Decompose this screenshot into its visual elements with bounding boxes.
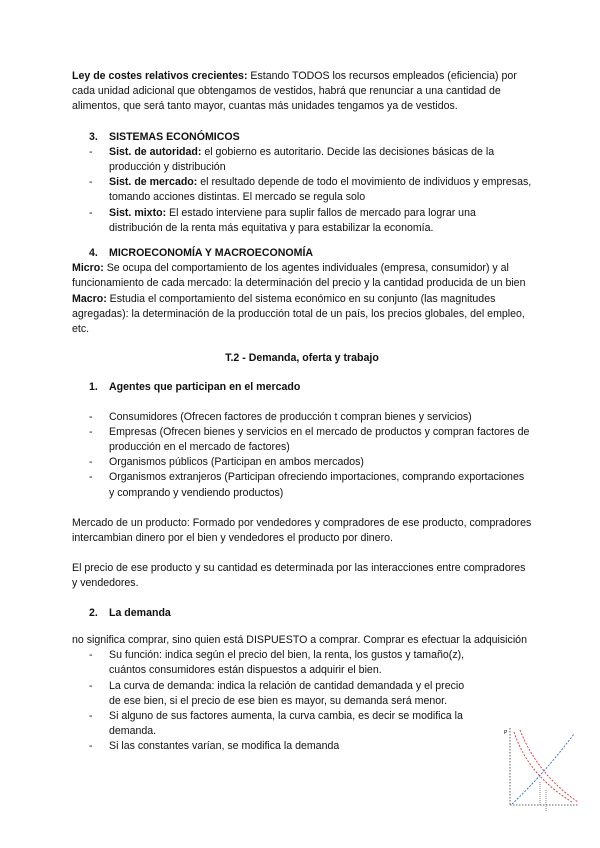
document-page: [72, 69, 532, 755]
price-axis-label: P: [504, 730, 508, 736]
chapter-title: T.2 - Demanda, oferta y trabajo: [225, 352, 379, 365]
micro-paragraph: Micro: Se ocupa del comportamiento de los agentes individuales (empresa, consumidor) y al funcionamiento de cada mercado: la determinación del precio y la cantidad producida de un bien: [72, 262, 526, 290]
list-item: - Sist. mixto: El estado interviene para suplir fallos de mercado para lograr una distribución de la renta más equitativa y para estabilizar la economía.: [89, 206, 476, 234]
list-item: - Consumidores (Ofrecen factores de producción t compran bienes y servicios): [89, 410, 472, 423]
demanda-list: [72, 648, 472, 754]
demanda-intro: no significa comprar, sino quien está DISPUESTO a comprar. Comprar es efectuar la adquisición: [72, 633, 527, 646]
section-3-heading: 3. SISTEMAS ECONÓMICOS: [89, 130, 240, 143]
intro-paragraph: [72, 69, 532, 115]
list-item: - Empresas (Ofrecen bienes y servicios en el mercado de productos y compran factores de producción en el mercado de factores): [89, 425, 530, 454]
intro-term: Ley de costes relativos crecientes:: [72, 70, 248, 82]
macro-paragraph: Macro: Estudia el comportamiento del sistema económico en su conjunto (las magnitudes agregadas): la determinación de la producción total de un país, los precios globales, del empleo, etc.: [72, 292, 525, 336]
list-item: - Organismos extranjeros (Participan ofreciendo importaciones, comprando exportaciones y comprando y vendiendo productos): [89, 471, 525, 499]
list-item: - Su función: indica según el precio del bien, la renta, los gustos y tamaño(z), cuántos consumidores están dispuestos a adquirir el bien.: [89, 649, 465, 677]
demand-curve: [514, 732, 572, 802]
list-item: - Si alguno de sus factores aumenta, la curva cambia, es decir se modifica la demanda.: [89, 709, 463, 738]
list-item: - Sist. de mercado: el resultado depende de todo el movimiento de individuos y empresas, tomando acciones distintas. El mercado se regula solo: [89, 176, 532, 204]
mercado-paragraph: Mercado de un producto: Formado por vendedores y compradores de ese producto, compradores intercambian dinero por el bien y vendedores el producto por dinero.: [72, 516, 532, 545]
precio-paragraph: El precio de ese producto y su cantidad es determinada por las interacciones entre compradores y vendedores.: [72, 562, 526, 590]
list-item: - Organismos públicos (Participan en ambos mercados): [89, 456, 364, 469]
list-item: - Sist. de autoridad: el gobierno es autoritario. Decide las decisiones básicas de la producción y distribución: [89, 145, 495, 174]
agents-list: [72, 410, 532, 501]
demand-curve-figure: [498, 720, 583, 820]
list-item: - La curva de demanda: indica la relación de cantidad demandada y el precio de ese bien, si el precio de ese bien es mayor, su demanda será menor.: [89, 679, 465, 707]
supply-curve: [512, 734, 574, 804]
list-item: - Si las constantes varían, se modifica la demanda: [89, 740, 340, 753]
t2-section-1-heading: 1. Agentes que participan en el mercado: [89, 381, 301, 394]
t2-section-2-heading: 2. La demanda: [89, 606, 171, 619]
section-3-list: [72, 145, 532, 236]
section-4-heading: 4. MICROECONOMÍA Y MACROECONOMÍA: [89, 247, 314, 260]
intro-text: Estando TODOS los recursos empleados (eficiencia) por cada unidad adicional que obtengamos de vestidos, habrá que renunciar a una cantidad de alimentos, que será tanto mayor, cuantas más unidades tengamos ya de vestidos.: [72, 70, 517, 113]
